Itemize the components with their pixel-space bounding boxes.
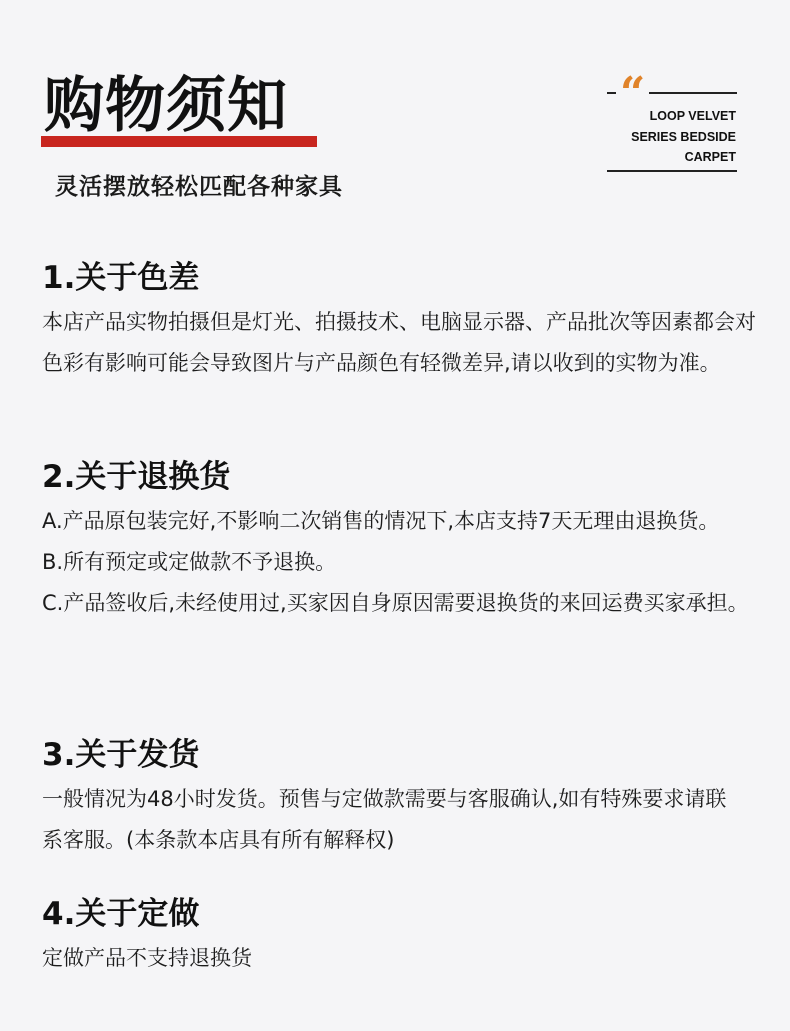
section-body	[42, 938, 772, 979]
section-paragraph: A.产品原包装完好,不影响二次销售的情况下,本店支持7天无理由退换货。	[42, 509, 720, 533]
badge-bottom-rule	[607, 170, 737, 172]
section-color-difference	[42, 258, 762, 384]
section-paragraph: B.所有预定或定做款不予退换。	[42, 550, 337, 574]
page-title-block	[41, 68, 321, 152]
section-body	[42, 501, 770, 624]
badge-line: CARPET	[684, 150, 736, 164]
badge-text	[631, 106, 736, 168]
badge-line: SERIES BEDSIDE	[631, 129, 736, 144]
section-shipping	[42, 735, 742, 861]
quote-mark-icon: “	[616, 72, 649, 116]
section-heading: 1.关于色差	[42, 260, 200, 296]
section-heading: 4.关于定做	[42, 896, 200, 932]
section-body	[42, 302, 762, 384]
section-heading: 3.关于发货	[42, 737, 200, 773]
page-subtitle: 灵活摆放轻松匹配各种家具	[55, 174, 343, 200]
section-paragraph: 定做产品不支持退换货	[42, 946, 252, 970]
section-paragraph: C.产品签收后,未经使用过,买家因自身原因需要退换货的来回运费买家承担。	[42, 591, 749, 615]
page-title: 购物须知	[44, 71, 288, 141]
badge-line: LOOP VELVET	[649, 109, 736, 123]
section-heading: 2.关于退换货	[42, 459, 231, 495]
product-badge	[607, 68, 737, 174]
section-paragraph: 本店产品实物拍摄但是灯光、拍摄技术、电脑显示器、产品批次等因素都会对色彩有影响可能会导致图片与产品颜色有轻微差异,请以收到的实物为准。	[42, 310, 756, 375]
section-custom-orders	[42, 894, 772, 979]
section-paragraph: 一般情况为48小时发货。预售与定做款需要与客服确认,如有特殊要求请联系客服。(本条款本店具有所有解释权)	[42, 787, 727, 852]
section-returns	[42, 457, 770, 624]
section-body	[42, 779, 742, 861]
